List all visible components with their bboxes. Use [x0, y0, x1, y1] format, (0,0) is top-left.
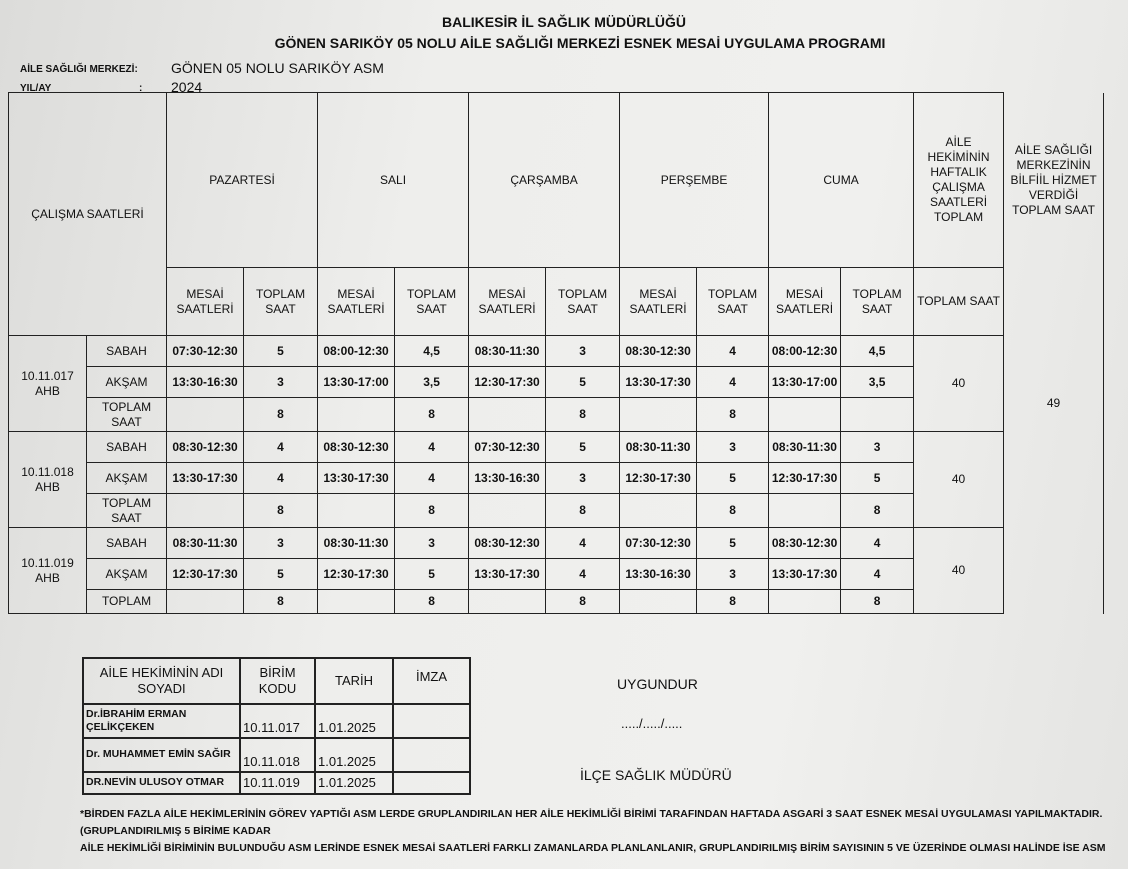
cell: 8: [395, 494, 469, 528]
cell: [318, 590, 395, 614]
approval-text: UYGUNDUR: [617, 676, 698, 692]
date: 1.01.2025: [315, 738, 393, 772]
cell: 12:30-17:30: [620, 463, 697, 494]
cell: 4: [395, 432, 469, 463]
cell: 5: [697, 463, 769, 494]
day-header: ÇARŞAMBA: [469, 93, 620, 268]
cell: [769, 398, 841, 432]
physician-name: Dr.İBRAHİM ERMAN ÇELİKÇEKEN: [83, 704, 240, 738]
sub-mesai: MESAİ SAATLERİ: [620, 268, 697, 336]
director-title: İLÇE SAĞLIK MÜDÜRÜ: [580, 767, 732, 783]
physician-name: DR.NEVİN ULUSOY OTMAR: [83, 772, 240, 794]
year-value: 2024: [171, 79, 203, 95]
note-line: *BİRDEN FAZLA AİLE HEKİMLERİNİN GÖREV YAPTIĞI ASM LERDE GRUPLANDIRILAN HER AİLE HEKİMLİĞİ BİRİMİ TARAFINDAN HAFTADA ASGARİ 3 SAAT ESNEK MESAİ UYGULAMASI YAPILMAKTADIR.: [80, 808, 1103, 820]
row-label: TOPLAM SAAT: [87, 494, 167, 528]
col-hours-header: ÇALIŞMA SAATLERİ: [9, 93, 167, 336]
cell: 8: [546, 494, 620, 528]
unit-code: 10.11.018: [240, 738, 315, 772]
center-total: 49: [1004, 336, 1104, 614]
cell: 4,5: [395, 336, 469, 367]
cell: 8: [841, 590, 914, 614]
cell: 4: [546, 528, 620, 559]
cell: 5: [395, 559, 469, 590]
row-label: TOPLAM: [87, 590, 167, 614]
sub-mesai: MESAİ SAATLERİ: [318, 268, 395, 336]
row-label: SABAH: [87, 336, 167, 367]
cell: 3: [546, 336, 620, 367]
cell: 8: [841, 494, 914, 528]
cell: 08:30-11:30: [769, 432, 841, 463]
cell: 3,5: [841, 367, 914, 398]
cell: [167, 494, 244, 528]
signature-row: [83, 772, 470, 794]
physician-name: Dr. MUHAMMET EMİN SAĞIR: [83, 738, 240, 772]
signature-header-row: [83, 658, 470, 704]
cell: 07:30-12:30: [469, 432, 546, 463]
cell: 4: [697, 367, 769, 398]
cell: 08:30-11:30: [167, 528, 244, 559]
sig-header-date: TARİH: [315, 658, 393, 704]
cell: 08:30-12:30: [167, 432, 244, 463]
document-title: BALIKESİR İL SAĞLIK MÜDÜRLÜĞÜ: [442, 14, 686, 30]
cell: [769, 590, 841, 614]
note-line: (GRUPLANDIRILMIŞ 5 BİRİME KADAR: [80, 825, 271, 837]
cell: 13:30-17:00: [318, 367, 395, 398]
cell: [469, 590, 546, 614]
row-label: SABAH: [87, 432, 167, 463]
cell: 07:30-12:30: [620, 528, 697, 559]
sig-header-name: AİLE HEKİMİNİN ADI SOYADI: [83, 658, 240, 704]
sub-toplam: TOPLAM SAAT: [395, 268, 469, 336]
unit-code: 10.11.019: [240, 772, 315, 794]
cell: 4: [841, 559, 914, 590]
cell: 3: [697, 559, 769, 590]
signature-field[interactable]: [393, 704, 470, 738]
cell: [167, 590, 244, 614]
cell: 5: [841, 463, 914, 494]
subheader-row: [9, 268, 1104, 336]
cell: 4: [841, 528, 914, 559]
sub-toplam: TOPLAM SAAT: [546, 268, 620, 336]
cell: [769, 494, 841, 528]
row-label: AKŞAM: [87, 559, 167, 590]
cell: [620, 590, 697, 614]
sub-toplam: TOPLAM SAAT: [244, 268, 318, 336]
cell: 5: [546, 367, 620, 398]
signature-row: [83, 704, 470, 738]
sig-header-code: BİRİM KODU: [240, 658, 315, 704]
row-label: AKŞAM: [87, 367, 167, 398]
weekly-total: 40: [914, 336, 1004, 432]
approval-date-line: ...../...../.....: [621, 716, 683, 731]
cell: [318, 494, 395, 528]
unit-code: 10.11.019 AHB: [9, 528, 87, 614]
sub-mesai: MESAİ SAATLERİ: [769, 268, 841, 336]
document-subtitle: GÖNEN SARIKÖY 05 NOLU AİLE SAĞLIĞI MERKEZİ ESNEK MESAİ UYGULAMA PROGRAMI: [274, 35, 886, 51]
date: 1.01.2025: [315, 772, 393, 794]
cell: 07:30-12:30: [167, 336, 244, 367]
cell: 8: [244, 398, 318, 432]
cell: 8: [244, 494, 318, 528]
cell: 8: [546, 398, 620, 432]
cell: 8: [697, 398, 769, 432]
row-label: TOPLAM SAAT: [87, 398, 167, 432]
cell: 8: [244, 590, 318, 614]
day-header: SALI: [318, 93, 469, 268]
cell: 5: [244, 336, 318, 367]
day-header: CUMA: [769, 93, 914, 268]
notes: [80, 806, 1120, 857]
cell: 13:30-16:30: [469, 463, 546, 494]
day-header: PERŞEMBE: [620, 93, 769, 268]
center-total-header: AİLE SAĞLIĞI MERKEZİNİN BİLFİİL HİZMET VERDİĞİ TOPLAM SAAT: [1004, 93, 1104, 268]
cell: 13:30-17:00: [769, 367, 841, 398]
center-total-spacer: [1004, 268, 1104, 336]
cell: [469, 398, 546, 432]
cell: 5: [244, 559, 318, 590]
cell: 08:30-12:30: [769, 528, 841, 559]
cell: 13:30-17:30: [620, 367, 697, 398]
cell: 08:30-12:30: [620, 336, 697, 367]
cell: 4: [395, 463, 469, 494]
signature-table: [82, 657, 471, 795]
row-label: AKŞAM: [87, 463, 167, 494]
sub-mesai: MESAİ SAATLERİ: [469, 268, 546, 336]
day-header: PAZARTESİ: [167, 93, 318, 268]
table-row: [9, 336, 1104, 367]
cell: 08:30-11:30: [318, 528, 395, 559]
cell: 08:00-12:30: [318, 336, 395, 367]
cell: 13:30-17:30: [167, 463, 244, 494]
cell: [318, 398, 395, 432]
cell: 3: [244, 367, 318, 398]
signature-field[interactable]: [393, 738, 470, 772]
cell: 13:30-17:30: [769, 559, 841, 590]
sig-header-sign: İMZA: [393, 658, 470, 704]
table-row: [9, 528, 1104, 559]
cell: 12:30-17:30: [318, 559, 395, 590]
cell: 8: [697, 494, 769, 528]
year-separator: :: [139, 83, 143, 94]
cell: 08:30-11:30: [620, 432, 697, 463]
weekly-total-header: AİLE HEKİMİNİN HAFTALIK ÇALIŞMA SAATLERİ TOPLAM: [914, 93, 1004, 268]
cell: 12:30-17:30: [167, 559, 244, 590]
cell: 8: [395, 398, 469, 432]
cell: 3: [546, 463, 620, 494]
weekly-total: 40: [914, 528, 1004, 614]
schedule-table: [8, 92, 1104, 614]
cell: 13:30-16:30: [167, 367, 244, 398]
cell: 8: [546, 590, 620, 614]
signature-row: [83, 738, 470, 772]
sub-toplam: TOPLAM SAAT: [697, 268, 769, 336]
cell: 3: [697, 432, 769, 463]
cell: [620, 494, 697, 528]
signature-field[interactable]: [393, 772, 470, 794]
cell: 12:30-17:30: [469, 367, 546, 398]
sub-weekly: TOPLAM SAAT: [914, 268, 1004, 336]
cell: 4: [244, 432, 318, 463]
table-row: [9, 432, 1104, 463]
year-label: YIL/AY: [20, 83, 52, 94]
cell: 4,5: [841, 336, 914, 367]
sub-mesai: MESAİ SAATLERİ: [167, 268, 244, 336]
note-line: AİLE HEKİMLİĞİ BİRİMİNİN BULUNDUĞU ASM LERİNDE ESNEK MESAİ SAATLERİ FARKLI ZAMANLARDA PLANLANLANIR, GRUPLANDIRILMIŞ BİRİM SAYISININ 5 VE ÜZERİNDE OLMASI HALİNDE İSE ASM: [80, 842, 1106, 854]
cell: [620, 398, 697, 432]
cell: 08:30-12:30: [469, 528, 546, 559]
cell: 3: [841, 432, 914, 463]
center-value: GÖNEN 05 NOLU SARIKÖY ASM: [171, 60, 384, 76]
sub-toplam: TOPLAM SAAT: [841, 268, 914, 336]
weekly-total: 40: [914, 432, 1004, 528]
cell: 4: [244, 463, 318, 494]
cell: 4: [546, 559, 620, 590]
cell: [841, 398, 914, 432]
unit-code: 10.11.017: [240, 704, 315, 738]
row-label: SABAH: [87, 528, 167, 559]
cell: 5: [546, 432, 620, 463]
cell: 3: [395, 528, 469, 559]
cell: 5: [697, 528, 769, 559]
cell: 3: [244, 528, 318, 559]
cell: [469, 494, 546, 528]
cell: 13:30-16:30: [620, 559, 697, 590]
unit-code: 10.11.017 AHB: [9, 336, 87, 432]
cell: 8: [395, 590, 469, 614]
cell: 08:30-11:30: [469, 336, 546, 367]
center-label: AİLE SAĞLIĞI MERKEZİ:: [20, 64, 138, 75]
cell: 13:30-17:30: [318, 463, 395, 494]
cell: [167, 398, 244, 432]
header-row: [9, 93, 1104, 268]
cell: 12:30-17:30: [769, 463, 841, 494]
date: 1.01.2025: [315, 704, 393, 738]
unit-code: 10.11.018 AHB: [9, 432, 87, 528]
cell: 4: [697, 336, 769, 367]
cell: 08:30-12:30: [318, 432, 395, 463]
cell: 8: [697, 590, 769, 614]
cell: 08:00-12:30: [769, 336, 841, 367]
cell: 13:30-17:30: [469, 559, 546, 590]
cell: 3,5: [395, 367, 469, 398]
